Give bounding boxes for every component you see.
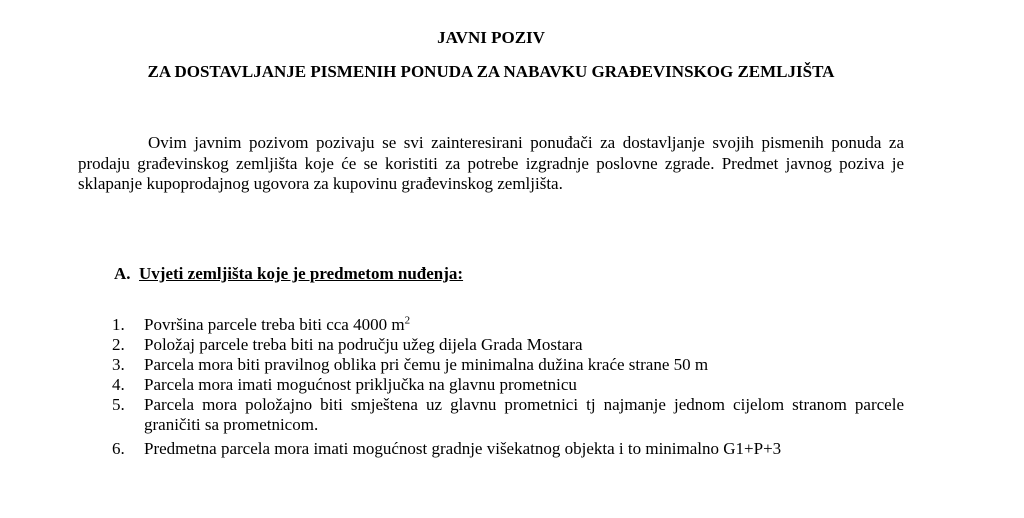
intro-paragraph: Ovim javnim pozivom pozivaju se svi zainteresirani ponuđači za dostavljanje svojih pismenih ponuda za prodaju građevinskog zemljišta koje će se koristiti za potrebe izgradnje poslovne zgrade. Predmet javnog poziva je sklapanje kupoprodajnog ugovora za kupovinu građevinskog zemljišta.: [78, 133, 904, 193]
list-item: [78, 439, 904, 459]
list-item-number: 3.: [112, 355, 125, 374]
document-subtitle: ZA DOSTAVLJANJE PISMENIH PONUDA ZA NABAVKU GRAĐEVINSKOG ZEMLJIŠTA: [147, 62, 835, 81]
list-item-text: Parcela mora položajno biti smještena uz glavnu prometnici tj najmanje jednom cijelom stranom parcele graničiti sa prometnicom.: [144, 395, 904, 434]
section-a-marker: A.: [114, 264, 131, 283]
list-item: [78, 395, 904, 435]
list-item-text: Predmetna parcela mora imati mogućnost gradnje višekatnog objekta i to minimalno G1+P+3: [144, 439, 782, 458]
list-item-text: Položaj parcele treba biti na području užeg dijela Grada Mostara: [144, 335, 583, 354]
list-item: [78, 315, 904, 335]
list-item-number: 6.: [112, 439, 125, 458]
section-a-title: Uvjeti zemljišta koje je predmetom nuđenja:: [139, 264, 464, 283]
list-item-number: 2.: [112, 335, 125, 354]
list-item-text: Parcela mora imati mogućnost priključka na glavnu prometnicu: [144, 375, 577, 394]
list-item-number: 1.: [112, 315, 125, 334]
requirements-list: [78, 315, 904, 459]
list-item: [78, 375, 904, 395]
document-title: JAVNI POZIV: [437, 28, 545, 47]
list-item-text: Površina parcele treba biti cca 4000 m: [144, 315, 405, 334]
list-item: [78, 335, 904, 355]
list-item-number: 5.: [112, 395, 125, 414]
list-item-text: Parcela mora biti pravilnog oblika pri čemu je minimalna dužina kraće strane 50 m: [144, 355, 709, 374]
superscript: 2: [404, 314, 411, 327]
list-item: [78, 355, 904, 375]
section-a-heading: [114, 264, 463, 284]
list-item-number: 4.: [112, 375, 125, 394]
